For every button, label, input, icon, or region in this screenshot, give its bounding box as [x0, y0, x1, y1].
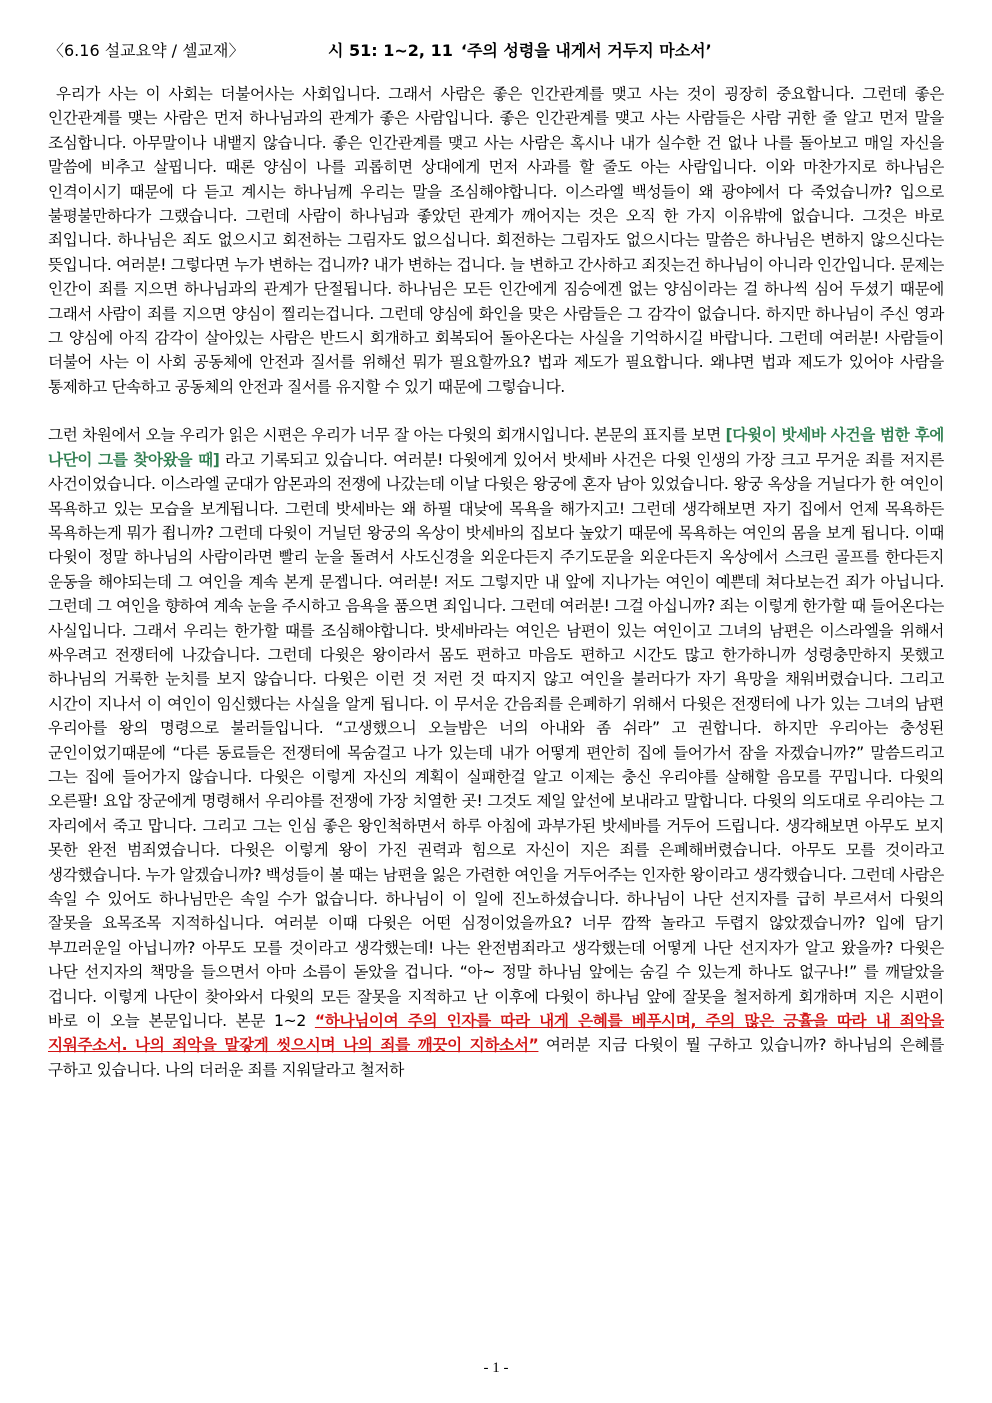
body-paragraph-1: 우리가 사는 이 사회는 더불어사는 사회입니다. 그래서 사람은 좋은 인간관계를 맺고 사는 것이 굉장히 중요합니다. 그런데 좋은 인간관계를 맺는 사람은 먼저 하나님과의 관계가 좋은 사람입니다. 좋은 인간관계를 맺고 사는 사람들은 사람 귀한 줄 알고 먼저 말을 조심합니다. 아무말이나 내뱉지 않습니다. 좋은 인간관계를 맺고 사는 사람은 혹시나 내가 실수한 건 없나 나를 돌아보고 매일 자신을 말씀에 비추고 살핍니다. 때론 양심이 나를 괴롭히면 상대에게 먼저 사과를 할 줄도 아는 사람입니다. 이와 마찬가지로 하나님은 인격이시기 때문에 다 듣고 계시는 하나님께 우리는 말을 조심해야합니다. 이스라엘 백성들이 왜 광야에서 다 죽었습니까? 입으로 불평불만하다가 그랬습니다. 그런데 사람이 하나님과 좋았던 관계가 깨어지는 것은 오직 한 가지 이유밖에 없습니다. 그것은 바로 죄입니다. 하나님은 죄도 없으시고 회전하는 그림자도 없으십니다. 회전하는 그림자도 없으시다는 말씀은 하나님은 변하지 않으신다는 뜻입니다. 여러분! 그렇다면 누가 변하는 겁니까? 내가 변하는 겁니다. 늘 변하고 간사하고 죄짓는건 하나님이 아니라 인간입니다. 문제는 인간이 죄를 지으면 하나님과의 관계가 단절됩니다. 하나님은 모든 인간에게 짐승에겐 없는 양심이라는 걸 하나씩 심어 두셨기 때문에 그래서 사람이 죄를 지으면 양심이 찔리는겁니다. 그런데 양심에 화인을 맞은 사람들은 그 감각이 없습니다. 하지만 하나님이 주신 영과 그 양심에 아직 감각이 살아있는 사람은 반드시 회개하고 회복되어 돌아온다는 사실을 기억하시길 바랍니다. 그런데 여러분! 사람들이 더불어 사는 이 사회 공동체에 안전과 질서를 위해선 뭐가 필요할까요? 법과 제도가 필요합니다. 왜냐면 법과 제도가 있어야 사람을 통제하고 단속하고 공동체의 안전과 질서를 유지할 수 있기 때문에 그렇습니다.: [48, 85, 944, 396]
document-header: [48, 40, 944, 62]
superscription-highlight: [다윗이 밧세바 사건을 범한 후에 나단이 그를 찾아왔을 때]: [48, 426, 944, 469]
sermon-title: ‘주의 성령을 내게서 거두지 마소서’: [460, 41, 712, 60]
scripture-reference: 시 51: 1~2, 11: [328, 41, 453, 60]
paragraph-2-text-a: 그런 차원에서 오늘 우리가 읽은 시편은 우리가 너무 잘 아는 다윗의 회개시입니다. 본문의 표지를 보면: [48, 426, 726, 445]
scripture-quote-highlight: “하나님이여 주의 인자를 따라 내게 은혜를 베푸시며, 주의 많은 긍휼을 따라 내 죄악을 지워주소서. 나의 죄악을 말갛게 씻으시며 나의 죄를 깨끗이 지하소서”: [48, 1012, 944, 1055]
paragraph-gap: [48, 399, 944, 423]
paragraph-2-text-c: 여러분 지금 다윗이 뭘 구하고 있습니까? 하나님의 은혜를 구하고 있습니다. 나의 더러운 죄를 지워달라고 철저하: [48, 1036, 944, 1079]
sermon-tag: 〈6.16 설교요약 / 셀교재〉: [48, 41, 245, 60]
paragraph-2-text-b: 라고 기록되고 있습니다. 여러분! 다윗에게 있어서 밧세바 사건은 다윗 인생의 가장 크고 무거운 죄를 저지른 사건이었습니다. 이스라엘 군대가 암몬과의 전쟁에 나갔는데 이날 다윗은 왕궁에 혼자 남아 있었습니다. 왕궁 옥상을 거닐다가 한 여인이 목욕하고 있는 모습을 보게됩니다. 그런데 밧세바는 왜 하필 대낮에 목욕을 해가지고! 그런데 생각해보면 자기 집에서 언제 목욕하든 목욕하는게 뭐가 죕니까? 그런데 다윗이 거닐던 왕궁의 옥상이 밧세바의 집보다 높았기 때문에 목욕하는 여인의 몸을 보게 됩니다. 이때 다윗이 정말 하나님의 사람이라면 빨리 눈을 돌려서 사도신경을 외운다든지 주기도문을 외운다든지 옥상에서 스크린 골프를 한다든지 운동을 해야되는데 그 여인을 계속 본게 문젭니다. 여러분! 저도 그렇지만 내 앞에 지나가는 여인이 예쁜데 쳐다보는건 죄가 아닙니다. 그런데 그 여인을 향하여 계속 눈을 주시하고 음욕을 품으면 죄입니다. 그런데 여러분! 그걸 아십니까? 죄는 이렇게 한가할 때 들어온다는 사실입니다. 그래서 우리는 한가할 때를 조심해야합니다. 밧세바라는 여인은 남편이 있는 여인이고 그녀의 남편은 이스라엘을 위해서 싸우려고 전쟁터에 나갔습니다. 그런데 다윗은 왕이라서 몸도 편하고 마음도 편하고 시간도 많고 한가하니까 성령충만하지 못했고 하나님의 거룩한 눈치를 보지 않습니다. 다윗은 이런 것 저런 것 따지지 않고 여인을 불러다가 자기 욕망을 채워버렸습니다. 그리고 시간이 지나서 이 여인이 임신했다는 사실을 알게 됩니다. 이 무서운 간음죄를 은폐하기 위해서 다윗은 전쟁터에 나가 있는 그녀의 남편 우리아를 왕의 명령으로 불러들입니다. “고생했으니 오늘밤은 너의 아내와 좀 쉬라” 고 권합니다. 하지만 우리아는 충성된 군인이었기때문에 “다른 동료들은 전쟁터에 목숨걸고 나가 있는데 내가 어떻게 편안히 집에 들어가서 잠을 자겠습니까?” 말씀드리고 그는 집에 들어가지 않습니다. 다윗은 이렇게 자신의 계획이 실패한걸 알고 이제는 충신 우리야를 살해할 음모를 꾸밉니다. 다윗의 오른팔! 요압 장군에게 명령해서 우리야를 전쟁에 가장 치열한 곳! 그것도 제일 앞선에 보내라고 말합니다. 다윗의 의도대로 우리야는 그 자리에서 죽고 맙니다. 그리고 그는 인심 좋은 왕인척하면서 하루 아침에 과부가된 밧세바를 거두어 드립니다. 생각해보면 아무도 보지 못한 완전 범죄였습니다. 다윗은 이렇게 왕이 가진 권력과 힘으로 자신이 지은 죄를 은폐해버렸습니다. 아무도 모를 것이라고 생각했습니다. 누가 알겠습니까? 백성들이 볼 때는 남편을 잃은 가련한 여인을 거두어주는 인자한 왕이라고 생각했습니다. 그런데 사람은 속일 수 있어도 하나님만은 속일 수가 없습니다. 하나님이 이 일에 진노하셨습니다. 하나님이 나단 선지자를 급히 부르셔서 다윗의 잘못을 요목조목 지적하십니다. 여러분 이때 다윗은 어떤 심정이었을까요? 너무 깜짝 놀라고 두렵지 않았겠습니까? 입에 담기 부끄러운일 아닙니까? 아무도 모를 것이라고 생각했는데! 나는 완전범죄라고 생각했는데 어떻게 나단 선지자가 알고 왔을까? 다윗은 나단 선지자의 책망을 들으면서 아마 소름이 돋았을 겁니다. “아~ 정말 하나님 앞에는 숨길 수 있는게 하나도 없구나!” 를 깨달았을 겁니다. 이렇게 나단이 찾아와서 다윗의 모든 잘못을 지적하고 난 이후에 다윗이 하나님 앞에 잘못을 철저하게 회개하며 지은 시편이 바로 이 오늘 본문입니다. 본문 1~2: [48, 450, 944, 1031]
body-paragraph-2: [48, 423, 944, 1082]
page-number: - 1 -: [483, 1360, 509, 1376]
